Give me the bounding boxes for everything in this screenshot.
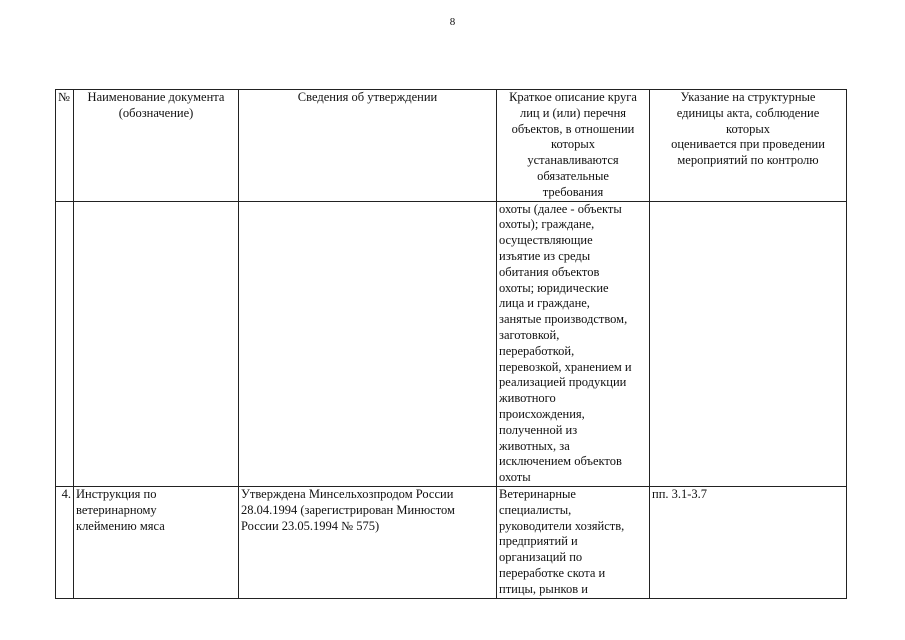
header-reference: Указание на структурные единицы акта, соблюдение которых оценивается при проведении мероприятий по контролю bbox=[650, 90, 847, 202]
cell-num bbox=[56, 201, 74, 486]
cell-num: 4. bbox=[56, 486, 74, 598]
page-number: 8 bbox=[449, 16, 456, 28]
header-row bbox=[56, 90, 847, 202]
cell-description: Ветеринарные специалисты, руководители хозяйств, предприятий и организаций по переработке скота и птицы, рынков и bbox=[497, 486, 650, 598]
header-description: Краткое описание круга лиц и (или) перечня объектов, в отношении которых устанавливаются обязательные требования bbox=[497, 90, 650, 202]
cell-description: охоты (далее - объекты охоты); граждане, осуществляющие изъятие из среды обитания объектов охоты; юридические лица и граждане, занятые производством, заготовкой, переработкой, перевозкой, хранением и реализацией продукции животного происхождения, полученной из животных, за исключением объектов охоты bbox=[497, 201, 650, 486]
cell-name: Инструкция по ветеринарному клеймению мяса bbox=[74, 486, 239, 598]
cell-reference: пп. 3.1-3.7 bbox=[650, 486, 847, 598]
header-num: № bbox=[56, 90, 74, 202]
header-approval: Сведения об утверждении bbox=[239, 90, 497, 202]
cell-name bbox=[74, 201, 239, 486]
header-name: Наименование документа (обозначение) bbox=[74, 90, 239, 202]
cell-approval: Утверждена Минсельхозпродом России 28.04.1994 (зарегистрирован Минюстом России 23.05.1994 № 575) bbox=[239, 486, 497, 598]
cell-approval bbox=[239, 201, 497, 486]
table-row bbox=[56, 201, 847, 486]
requirements-table bbox=[55, 89, 847, 599]
table-row bbox=[56, 486, 847, 598]
cell-reference bbox=[650, 201, 847, 486]
